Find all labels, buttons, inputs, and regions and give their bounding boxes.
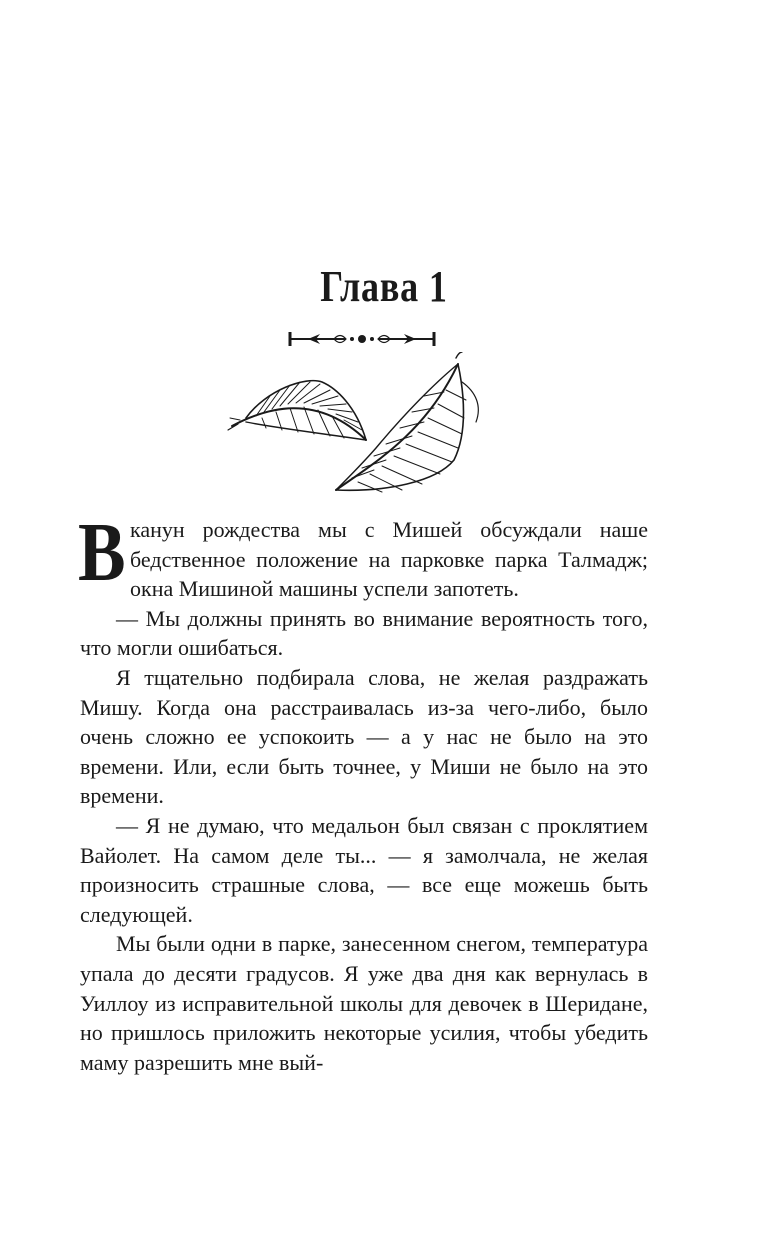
ornamental-divider-icon <box>286 328 438 350</box>
drop-cap: В <box>78 506 126 599</box>
paragraph: — Мы должны принять во внимание вероятность того, что могли ошибаться. <box>80 605 648 661</box>
paragraph: — Я не думаю, что медальон был связан с проклятием Вайолет. На самом деле ты... — я замолчала, не желая произносить страшные слова, — все еще можешь быть следующей. <box>80 812 648 927</box>
paragraph <box>78 506 648 604</box>
feathers-icon <box>226 352 486 502</box>
paragraph: Я тщательно подбирала слова, не желая раздражать Мишу. Когда она расстраивалась из-за чего-либо, было очень сложно ее успокоить — а у нас не было на это времени. Или, если быть точнее, у Миши не было на это времени. <box>80 664 648 809</box>
paragraph: Мы были одни в парке, занесенном снегом, температура упала до десяти градусов. Я уже два дня как вернулась в Уиллоу из исправительной школы для девочек в Шеридане, но пришлось приложить некоторые усилия, чтобы убедить маму разрешить мне вый- <box>80 931 648 1075</box>
chapter-title: Глава 1 <box>320 262 448 311</box>
chapter-text <box>78 506 648 1077</box>
paragraph-text: канун рождества мы с Мишей обсуждали наше бедственное положение на парковке парка Талмадж; окна Мишиной машины успели запотеть. <box>130 517 648 602</box>
